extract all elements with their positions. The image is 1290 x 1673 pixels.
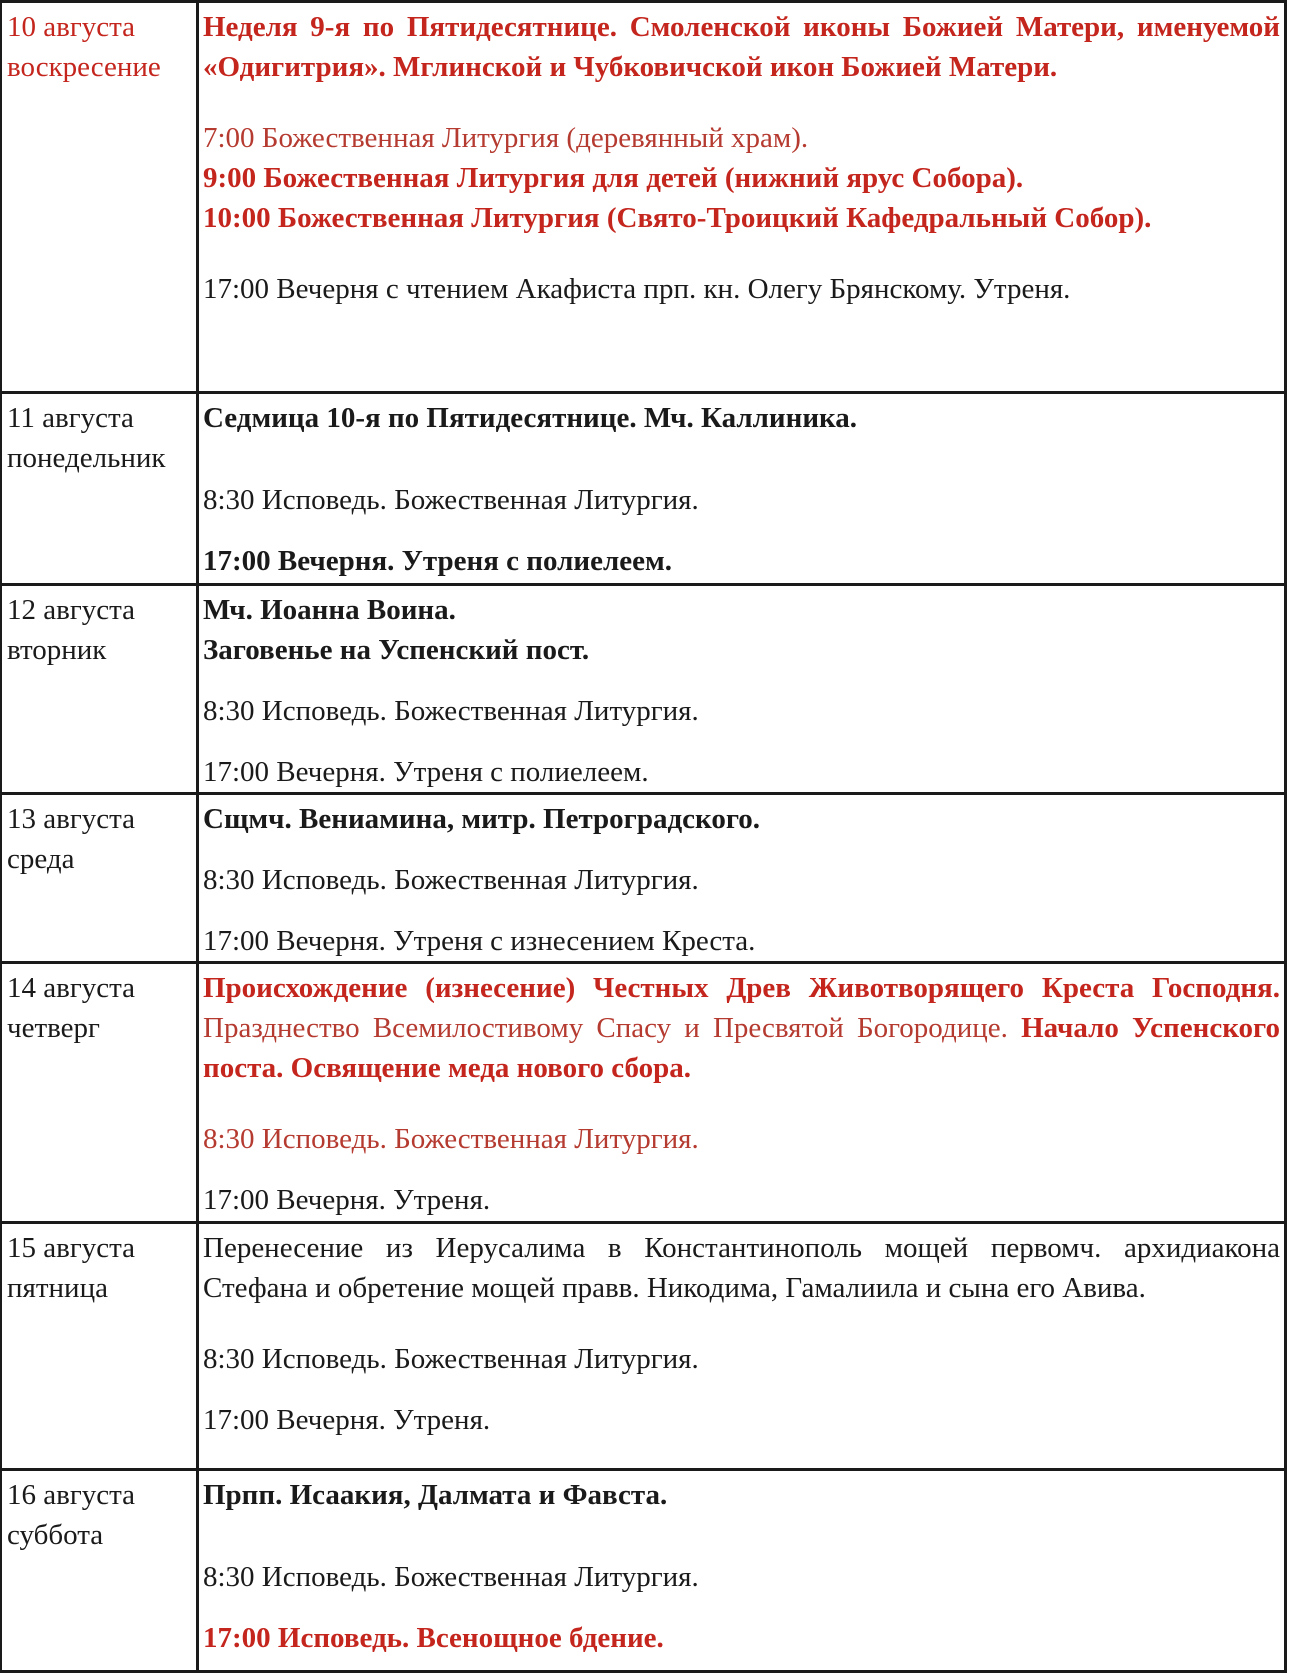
schedule-row (1, 393, 1286, 585)
service-morning: 8:30 Исповедь. Божественная Литургия. (203, 1123, 699, 1155)
weekday-label: суббота (7, 1519, 104, 1551)
feast-title-bold: Происхождение (изнесение) Честных Древ Животворящего Креста Господня. (203, 972, 1280, 1004)
date-cell (1, 585, 198, 794)
services-cell (198, 585, 1286, 794)
service-evening: 17:00 Вечерня. Утреня с полиелеем. (203, 756, 649, 788)
services-cell (198, 2, 1286, 393)
weekday-label: вторник (7, 634, 107, 666)
schedule-row (1, 963, 1286, 1223)
service-evening: 17:00 Вечерня с чтением Акафиста прп. кн. Олегу Брянскому. Утреня. (203, 273, 1071, 305)
service-evening: 17:00 Вечерня. Утреня. (203, 1404, 491, 1436)
feast-title: Прпп. Исаакия, Далмата и Фавста. (203, 1479, 668, 1511)
feast-title: Сщмч. Вениамина, митр. Петроградского. (203, 803, 761, 835)
service-liturgy: 9:00 Божественная Литургия для детей (нижний ярус Собора). (203, 162, 1024, 194)
date-label: 10 августа (7, 11, 135, 43)
date-label: 11 августа (7, 402, 134, 434)
weekday-label: воскресение (7, 51, 161, 83)
feast-title: Мч. Иоанна Воина. (203, 594, 456, 626)
service-morning: 8:30 Исповедь. Божественная Литургия. (203, 864, 699, 896)
service-morning: 8:30 Исповедь. Божественная Литургия. (203, 695, 699, 727)
fast-start-note: Начало Успенского поста. Освящение меда нового сбора. (203, 1012, 1280, 1084)
feast-title: Неделя 9-я по Пятидесятнице. Смоленской иконы Божией Матери, именуемой «Одигитрия». Мглинской и Чубковичской икон Божией Матери. (203, 11, 1280, 83)
date-cell (1, 2, 198, 393)
feast-title: Заговенье на Успенский пост. (203, 634, 590, 666)
service-morning: 8:30 Исповедь. Божественная Литургия. (203, 484, 699, 516)
services-cell (198, 794, 1286, 963)
weekday-label: среда (7, 843, 75, 875)
date-cell (1, 963, 198, 1223)
service-evening: 17:00 Вечерня. Утреня с полиелеем. (203, 545, 672, 577)
schedule-row (1, 585, 1286, 794)
date-label: 13 августа (7, 803, 135, 835)
services-cell (198, 963, 1286, 1223)
service-evening: 17:00 Вечерня. Утреня с изнесением Креста. (203, 925, 756, 957)
schedule-row (1, 2, 1286, 393)
date-cell (1, 794, 198, 963)
feast-title: Седмица 10-я по Пятидесятнице. Мч. Каллиника. (203, 402, 858, 434)
feast-title (203, 968, 1280, 1088)
weekday-label: четверг (7, 1012, 100, 1044)
feast-title-normal: Празднество Всемилостивому Спасу и Пресвятой Богородице. (203, 1012, 1008, 1044)
services-cell (198, 393, 1286, 585)
feast-title: Перенесение из Иерусалима в Константинополь мощей первомч. архидиакона Стефана и обретение мощей правв. Никодима, Гамалиила и сына его Авива. (203, 1232, 1280, 1304)
date-cell (1, 1223, 198, 1470)
services-cell (198, 1470, 1286, 1672)
service-morning: 8:30 Исповедь. Божественная Литургия. (203, 1343, 699, 1375)
service-evening: 17:00 Исповедь. Всенощное бдение. (203, 1622, 664, 1654)
weekday-label: понедельник (7, 442, 166, 474)
weekday-label: пятница (7, 1272, 108, 1304)
services-cell (198, 1223, 1286, 1470)
date-label: 15 августа (7, 1232, 135, 1264)
service-evening: 17:00 Вечерня. Утреня. (203, 1184, 491, 1216)
service-morning: 8:30 Исповедь. Божественная Литургия. (203, 1561, 699, 1593)
schedule-row (1, 794, 1286, 963)
service-liturgy: 7:00 Божественная Литургия (деревянный храм). (203, 122, 809, 154)
schedule-row (1, 1470, 1286, 1672)
date-cell (1, 393, 198, 585)
date-cell (1, 1470, 198, 1672)
service-liturgy: 10:00 Божественная Литургия (Свято-Троицкий Кафедральный Собор). (203, 202, 1152, 234)
date-label: 12 августа (7, 594, 135, 626)
schedule-row (1, 1223, 1286, 1470)
date-label: 16 августа (7, 1479, 135, 1511)
date-label: 14 августа (7, 972, 135, 1004)
